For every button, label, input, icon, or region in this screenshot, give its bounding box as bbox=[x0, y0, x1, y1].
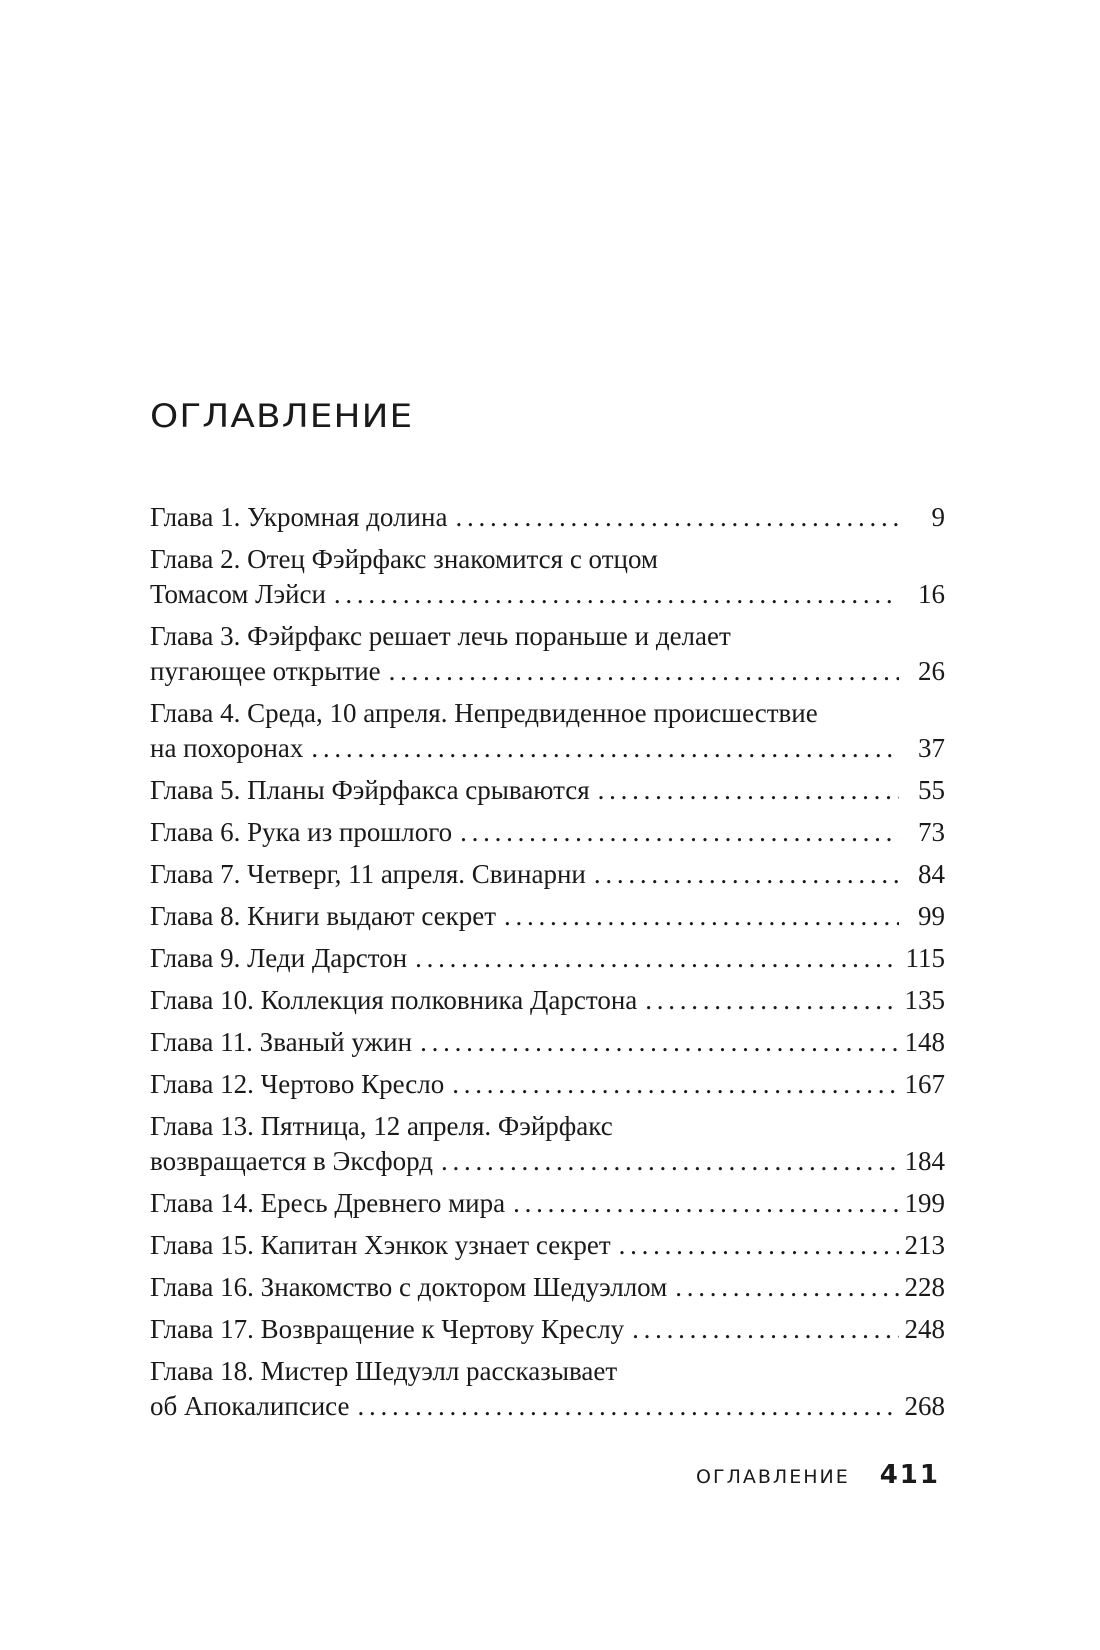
running-footer bbox=[696, 1460, 940, 1490]
footer-section-label: ОГЛАВЛЕНИЕ bbox=[696, 1466, 850, 1488]
dot-leader bbox=[455, 500, 899, 535]
toc-entry-title-line: Глава 8. Книги выдают секрет bbox=[150, 901, 497, 931]
toc-entry-page-number: 248 bbox=[904, 1314, 945, 1344]
toc-entry-title-line: пугающее открытие bbox=[150, 656, 381, 686]
toc-entry-row bbox=[150, 500, 945, 535]
toc-entry-row bbox=[150, 1312, 945, 1347]
toc-entry-row bbox=[150, 1228, 945, 1263]
toc-entry[interactable] bbox=[150, 500, 945, 535]
toc-entry-row bbox=[150, 577, 945, 612]
toc-entry-page-number: 228 bbox=[904, 1272, 945, 1302]
toc-entry-page-number: 84 bbox=[918, 859, 945, 889]
toc-entry-title-line: Глава 18. Мистер Шедуэлл рассказывает bbox=[150, 1356, 618, 1386]
toc-entry[interactable] bbox=[150, 696, 945, 766]
toc-entry[interactable] bbox=[150, 815, 945, 850]
dot-leader bbox=[334, 577, 899, 612]
toc-entry-row bbox=[150, 1144, 945, 1179]
toc-entry[interactable] bbox=[150, 773, 945, 808]
toc-entry-title-line: Глава 12. Чертово Кресло bbox=[150, 1069, 445, 1099]
toc-entry-page-number: 199 bbox=[904, 1188, 945, 1218]
toc-entry-page-number: 9 bbox=[931, 502, 945, 532]
toc-entry-page-number: 16 bbox=[918, 579, 945, 609]
toc-entry-title-line: Глава 2. Отец Фэйрфакс знакомится с отцом bbox=[150, 544, 659, 574]
toc-entry-page-number: 184 bbox=[904, 1146, 945, 1176]
dot-leader bbox=[357, 1389, 898, 1424]
toc-entry-title-line: Глава 5. Планы Фэйрфакса срываются bbox=[150, 775, 590, 805]
dot-leader bbox=[598, 773, 899, 808]
toc-entry[interactable] bbox=[150, 857, 945, 892]
toc-entry-title-line: Глава 6. Рука из прошлого bbox=[150, 817, 453, 847]
dot-leader bbox=[619, 1228, 899, 1263]
toc-entry-title-line: Глава 9. Леди Дарстон bbox=[150, 943, 408, 973]
toc-entry-page-number: 148 bbox=[904, 1027, 945, 1057]
toc-entry-page-number: 55 bbox=[918, 775, 945, 805]
toc-entry[interactable] bbox=[150, 1354, 945, 1424]
toc-entry-row bbox=[150, 815, 945, 850]
toc-entry-page-number: 115 bbox=[905, 943, 945, 973]
toc-entry-row bbox=[150, 1067, 945, 1102]
toc-entry-title-line: Глава 13. Пятница, 12 апреля. Фэйрфакс bbox=[150, 1111, 613, 1141]
toc-entry[interactable] bbox=[150, 619, 945, 689]
dot-leader bbox=[415, 941, 899, 976]
toc-entry-title-line: Глава 11. Званый ужин bbox=[150, 1027, 413, 1057]
toc-entry-row bbox=[150, 899, 945, 934]
toc-entry-row bbox=[150, 941, 945, 976]
toc-entry-title-line: Глава 10. Коллекция полковника Дарстона bbox=[150, 985, 638, 1015]
toc-entry[interactable] bbox=[150, 1270, 945, 1305]
dot-leader bbox=[594, 857, 899, 892]
dot-leader bbox=[632, 1312, 898, 1347]
toc-entry-title-line: об Апокалипсисе bbox=[150, 1391, 350, 1421]
toc-entry[interactable] bbox=[150, 1186, 945, 1221]
toc-entry-title-line: Глава 16. Знакомство с доктором Шедуэллом bbox=[150, 1272, 668, 1302]
toc-entry-title-line: Глава 1. Укромная долина bbox=[150, 502, 448, 532]
toc-entry[interactable] bbox=[150, 1109, 945, 1179]
toc-entry[interactable] bbox=[150, 542, 945, 612]
toc-entry[interactable] bbox=[150, 899, 945, 934]
dot-leader bbox=[420, 1025, 898, 1060]
toc-entry-title-line: Глава 17. Возвращение к Чертову Креслу bbox=[150, 1314, 625, 1344]
toc-entry-title-line: на похоронах bbox=[150, 733, 304, 763]
toc-entry[interactable] bbox=[150, 983, 945, 1018]
toc-entry-title-line: Глава 7. Четверг, 11 апреля. Свинарни bbox=[150, 859, 586, 889]
toc-entry-row bbox=[150, 654, 945, 689]
toc-entry-title-line: Глава 14. Ересь Древнего мира bbox=[150, 1188, 506, 1218]
toc-entry-page-number: 268 bbox=[904, 1391, 945, 1421]
dot-leader bbox=[311, 731, 899, 766]
toc-entry[interactable] bbox=[150, 1067, 945, 1102]
toc-entry-page-number: 73 bbox=[918, 817, 945, 847]
toc-entry-row bbox=[150, 773, 945, 808]
toc-entry-row bbox=[150, 1025, 945, 1060]
dot-leader bbox=[645, 983, 898, 1018]
dot-leader bbox=[441, 1144, 899, 1179]
toc-entry-page-number: 135 bbox=[904, 985, 945, 1015]
toc-entry[interactable] bbox=[150, 1228, 945, 1263]
toc-entry-row bbox=[150, 1186, 945, 1221]
toc-entry-row bbox=[150, 1270, 945, 1305]
toc-entry-row bbox=[150, 983, 945, 1018]
toc-entry[interactable] bbox=[150, 1025, 945, 1060]
toc-entry-page-number: 213 bbox=[904, 1230, 945, 1260]
page-title: ОГЛАВЛЕНИЕ bbox=[150, 397, 414, 435]
dot-leader bbox=[504, 899, 899, 934]
dot-leader bbox=[389, 654, 899, 689]
toc-entry-page-number: 37 bbox=[918, 733, 945, 763]
page-number: 411 bbox=[879, 1460, 940, 1490]
toc-entry[interactable] bbox=[150, 941, 945, 976]
toc-entry-page-number: 26 bbox=[918, 656, 945, 686]
toc-entry-page-number: 167 bbox=[904, 1069, 945, 1099]
toc-entry-title-line: Томасом Лэйси bbox=[150, 579, 326, 609]
toc-entry-row bbox=[150, 1389, 945, 1424]
dot-leader bbox=[675, 1270, 898, 1305]
toc-entry-row bbox=[150, 857, 945, 892]
toc-entry-title-line: Глава 4. Среда, 10 апреля. Непредвиденное происшествие bbox=[150, 698, 818, 728]
table-of-contents bbox=[150, 500, 945, 1431]
toc-entry-title-line: возвращается в Эксфорд bbox=[150, 1146, 433, 1176]
dot-leader bbox=[452, 1067, 898, 1102]
toc-entry-title-line: Глава 3. Фэйрфакс решает лечь пораньше и делает bbox=[150, 621, 731, 651]
dot-leader bbox=[460, 815, 899, 850]
toc-entry-page-number: 99 bbox=[918, 901, 945, 931]
toc-entry-row bbox=[150, 731, 945, 766]
dot-leader bbox=[513, 1186, 898, 1221]
toc-entry-title-line: Глава 15. Капитан Хэнкок узнает секрет bbox=[150, 1230, 611, 1260]
toc-entry[interactable] bbox=[150, 1312, 945, 1347]
